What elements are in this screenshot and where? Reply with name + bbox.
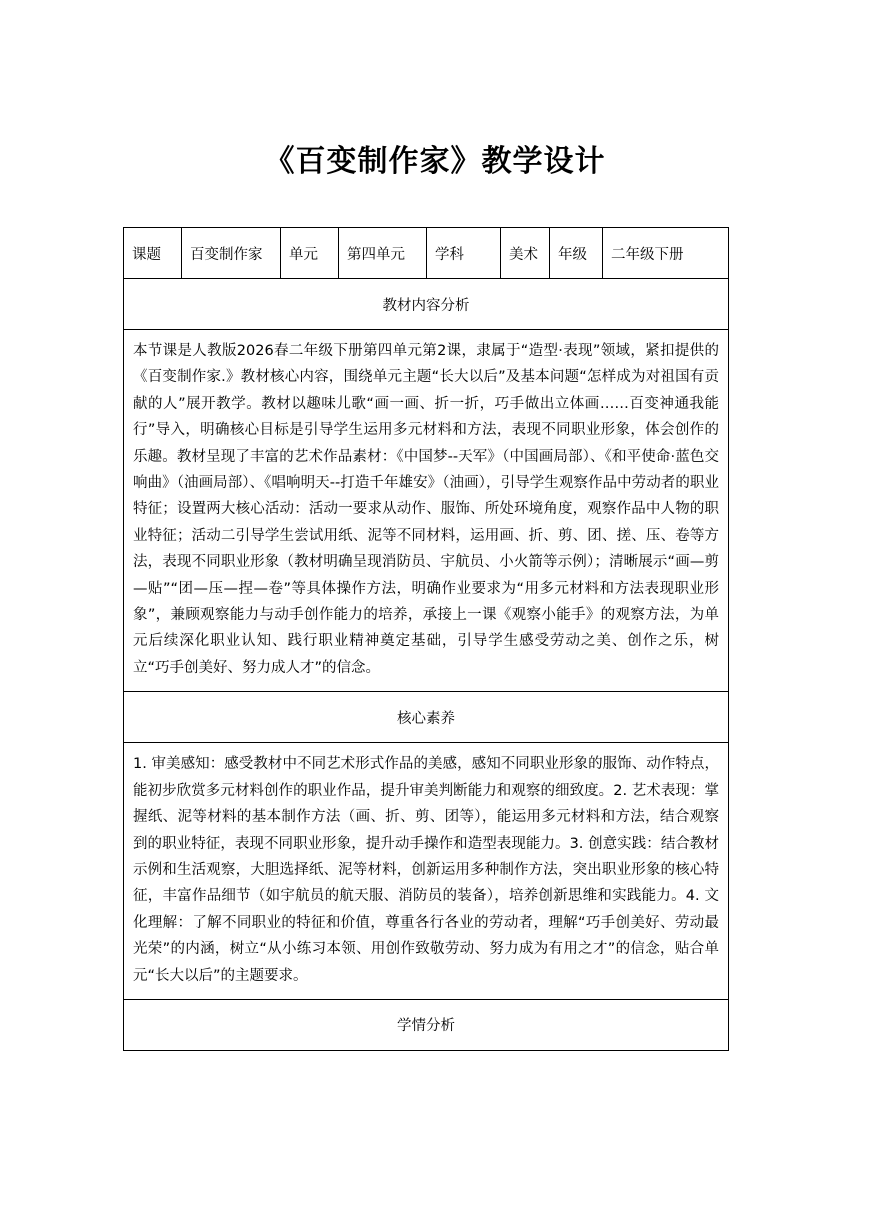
subject-label: 学科	[427, 228, 501, 279]
lesson-plan-table	[123, 227, 729, 1051]
unit-label: 单元	[281, 228, 339, 279]
material-analysis-body-row	[124, 330, 729, 692]
grade-value: 二年级下册	[603, 228, 729, 279]
core-literacy-heading: 核心素养	[124, 692, 729, 743]
learner-analysis-heading: 学情分析	[124, 999, 729, 1050]
document-title: 《百变制作家》教学设计	[264, 144, 606, 179]
material-analysis-body: 本节课是人教版2026春二年级下册第四单元第2课，隶属于“造型·表现”领域，紧扣提供的《百变制作家.》教材核心内容，围绕单元主题“长大以后”及基本问题“怎样成为对祖国有贡献的人”展开教学。教材以趣味儿歌“画一画、折一折，巧手做出立体画……百变神通我能行”导入，明确核心目标是引导学生运用多元材料和方法，表现不同职业形象，体会创作的乐趣。教材呈现了丰富的艺术作品素材：《中国梦--天军》（中国画局部）、《和平使命·蓝色交响曲》（油画局部）、《唱响明天--打造千年雄安》（油画），引导学生观察作品中劳动者的职业特征；设置两大核心活动：活动一要求从动作、服饰、所处环境角度，观察作品中人物的职业特征；活动二引导学生尝试用纸、泥等不同材料，运用画、折、剪、团、搓、压、卷等方法，表现不同职业形象（教材明确呈现消防员、宇航员、小火箭等示例）；清晰展示“画—剪—贴”“团—压—捏—卷”等具体操作方法，明确作业要求为“用多元材料和方法表现职业形象”，兼顾观察能力与动手创作能力的培养，承接上一课《观察小能手》的观察方法，为单元后续深化职业认知、践行职业精神奠定基础，引导学生感受劳动之美、创作之乐，树立“巧手创美好、努力成人才”的信念。	[124, 330, 729, 692]
lesson-label: 课题	[124, 228, 182, 279]
grade-label: 年级	[550, 228, 603, 279]
material-analysis-heading: 教材内容分析	[124, 279, 729, 330]
material-analysis-heading-row	[124, 279, 729, 330]
unit-value: 第四单元	[339, 228, 427, 279]
subject-value: 美术	[501, 228, 550, 279]
info-row	[124, 228, 729, 279]
lesson-value: 百变制作家	[182, 228, 281, 279]
learner-analysis-heading-row	[124, 999, 729, 1050]
core-literacy-heading-row	[124, 692, 729, 743]
core-literacy-body: 1. 审美感知：感受教材中不同艺术形式作品的美感，感知不同职业形象的服饰、动作特点，能初步欣赏多元材料创作的职业作品，提升审美判断能力和观察的细致度。2. 艺术表现：掌握纸、泥等材料的基本制作方法（画、折、剪、团等），能运用多元材料和方法，结合观察到的职业特征，表现不同职业形象，提升动手操作和造型表现能力。3. 创意实践：结合教材示例和生活观察，大胆选择纸、泥等材料，创新运用多种制作方法，突出职业形象的核心特征，丰富作品细节（如宇航员的航天服、消防员的装备），培养创新思维和实践能力。4. 文化理解：了解不同职业的特征和价值，尊重各行各业的劳动者，理解“巧手创美好、劳动最光荣”的内涵，树立“从小练习本领、用创作致敬劳动、努力成为有用之才”的信念，贴合单元“长大以后”的主题要求。	[124, 743, 729, 1000]
core-literacy-body-row	[124, 743, 729, 1000]
